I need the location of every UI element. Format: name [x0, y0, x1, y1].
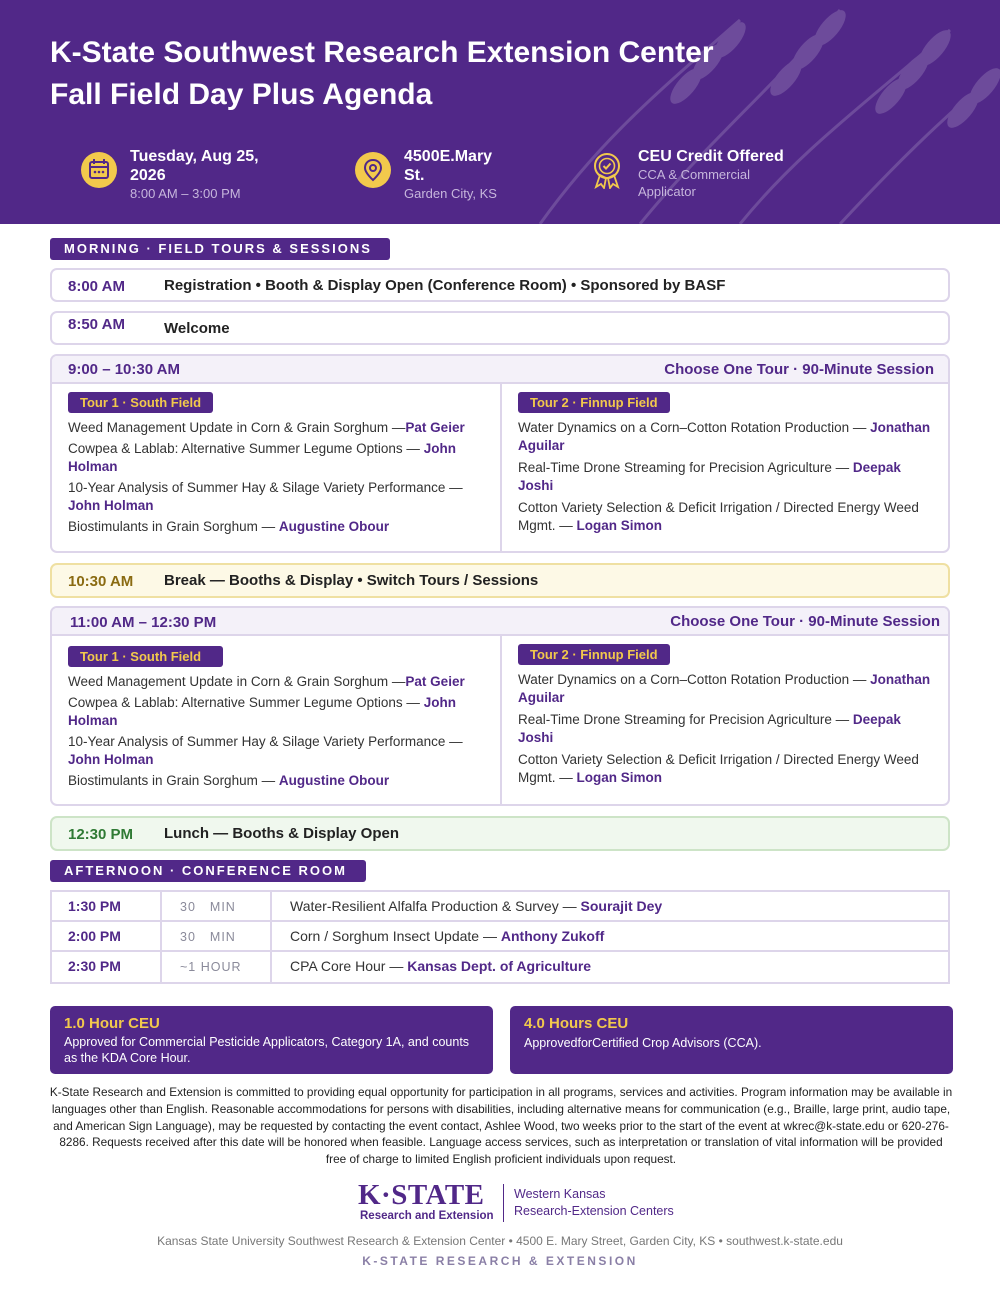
item-title: Biostimulants in Grain Sorghum — — [68, 773, 279, 788]
row-time: 1:30 PM — [52, 892, 162, 920]
list-item — [68, 479, 488, 515]
item-speaker: Augustine Obour — [278, 519, 390, 534]
event-hours: 8:00 AM – 3:00 PM — [130, 186, 241, 201]
item-speaker: Deepak Joshi — [518, 712, 901, 745]
tour-session-2 — [50, 606, 950, 806]
footer-org: K-STATE RESEARCH & EXTENSION — [362, 1254, 638, 1268]
list-item — [68, 440, 488, 476]
table-row — [52, 892, 948, 922]
row-title — [290, 922, 604, 950]
session-title: Corn / Sorghum Insect Update — — [290, 928, 501, 944]
list-item — [68, 518, 488, 536]
tour-1-badge: Tour 1 · South Field — [68, 392, 213, 413]
lunch-time: 12:30 PM — [68, 826, 134, 843]
item-title: Cotton Variety Selection & Deficit Irrigation / Directed Energy Weed Mgmt. — — [518, 500, 919, 533]
duration-unit: MIN — [209, 900, 236, 914]
location-pin-icon — [354, 151, 392, 189]
session-1-choose: Choose One Tour · 90-Minute Session — [664, 361, 934, 378]
item-title: Water Dynamics on a Corn–Cotton Rotation Production — — [518, 672, 871, 687]
item-title: 10-Year Analysis of Summer Hay & Silage Variety Performance — — [68, 480, 463, 495]
morning-section-label: MORNING · FIELD TOURS & SESSIONS — [50, 238, 390, 260]
session-title: CPA Core Hour — — [290, 958, 408, 974]
lunch-row — [50, 816, 950, 851]
item-speaker: Logan Simon — [576, 518, 663, 533]
table-row — [52, 922, 948, 952]
duration-number: 30 — [180, 900, 196, 914]
ceu-credit-info — [588, 147, 828, 200]
session-1-time: 9:00 – 10:30 AM — [68, 361, 181, 378]
list-item — [518, 671, 938, 707]
tour-2-badge: Tour 2 · Finnup Field — [518, 644, 670, 665]
list-item — [518, 751, 938, 787]
duration-number: ~1 HOUR — [180, 960, 242, 974]
tour-session-2-header — [52, 608, 948, 636]
event-date: Tuesday, Aug 25, 2026 — [130, 148, 259, 184]
event-location: 4500E.Mary St. — [404, 148, 493, 184]
ceu-box-commercial — [50, 1006, 493, 1074]
title-line-1: K-State Southwest Research Extension Center — [50, 36, 714, 69]
footer-address: Kansas State University Southwest Research & Extension Center • 4500 E. Mary Street, Garden City, KS • southwest.k-state.edu — [157, 1234, 843, 1248]
logo-wordmark: K·STATE — [358, 1179, 485, 1211]
list-item — [518, 499, 938, 535]
logo-subtitle: Research and Extension — [360, 1210, 494, 1222]
ceu-credit-types: CCA & Commercial Applicator — [638, 167, 750, 199]
item-title: Cotton Variety Selection & Deficit Irrigation / Directed Energy Weed Mgmt. — — [518, 752, 919, 785]
row-duration — [162, 892, 272, 920]
ceu-box-cca — [510, 1006, 953, 1074]
list-item — [518, 711, 938, 747]
tour-session-1 — [50, 354, 950, 553]
item-title: 10-Year Analysis of Summer Hay & Silage Variety Performance — — [68, 734, 463, 749]
welcome-text: Welcome — [164, 320, 230, 337]
tour-divider — [500, 636, 502, 804]
session-1-tour-2 — [518, 392, 938, 538]
list-item — [518, 419, 938, 455]
row-title — [290, 952, 591, 980]
list-item — [68, 733, 488, 769]
ceu-box-title: 1.0 Hour CEU — [64, 1015, 160, 1032]
kstate-logo — [358, 1180, 698, 1226]
session-speaker: Anthony Zukoff — [500, 928, 605, 944]
welcome-row — [50, 311, 950, 345]
tour-2-badge: Tour 2 · Finnup Field — [518, 392, 670, 413]
item-speaker: John Holman — [68, 752, 154, 767]
ceu-box-title: 4.0 Hours CEU — [524, 1015, 629, 1032]
item-speaker: Jonathan Aguilar — [518, 672, 931, 705]
item-title: Real-Time Drone Streaming for Precision Agriculture — — [518, 460, 853, 475]
table-row — [52, 952, 948, 982]
logo-divider — [503, 1184, 504, 1222]
item-speaker: Pat Geier — [405, 420, 465, 435]
afternoon-section-label: AFTERNOON · CONFERENCE ROOM — [50, 860, 366, 882]
event-date-info — [80, 147, 300, 202]
welcome-time: 8:50 AM — [68, 316, 125, 333]
item-title: Weed Management Update in Corn & Grain Sorghum — — [68, 674, 406, 689]
item-speaker: Logan Simon — [576, 770, 663, 785]
row-duration — [162, 922, 272, 950]
item-speaker: John Holman — [68, 441, 456, 474]
tour-session-1-header — [52, 356, 948, 384]
registration-row — [50, 268, 950, 302]
title-line-2: Fall Field Day Plus Agenda — [50, 78, 433, 111]
registration-time: 8:00 AM — [68, 278, 125, 295]
session-2-tour-1 — [68, 646, 488, 793]
item-speaker: John Holman — [68, 498, 154, 513]
row-title — [290, 892, 662, 920]
row-time: 2:00 PM — [52, 922, 162, 950]
break-row — [50, 563, 950, 598]
tour-divider — [500, 384, 502, 551]
afternoon-schedule-table — [50, 890, 950, 984]
item-speaker: Augustine Obour — [278, 773, 390, 788]
row-duration — [162, 952, 272, 982]
disclaimer-text: K-State Research and Extension is committed to providing equal opportunity for participation in all programs, services and activities. Program information may be available in languages other than English. Reasonable accommodations for persons with disabilities, including alternative means for communication (e.g., Braille, large print, audio tape, and American Sign Language), may be requested by contacting the event contact, Ashlee Wood, two weeks prior to the start of the event at wkrec@k-state.edu or 620-276-8286. Requests received after this date will be honored when feasible. Language access services, such as interpretation or translation of vital information will be provided free of charge to limited English proficient individuals upon request. — [49, 1085, 953, 1167]
header-banner — [0, 0, 1000, 224]
event-location-info — [354, 147, 554, 202]
row-time: 2:30 PM — [52, 952, 162, 982]
lunch-text: Lunch — Booths & Display Open — [164, 825, 400, 842]
list-item — [68, 673, 488, 691]
ceu-box-text: Approved for Commercial Pesticide Applicators, Category 1A, and counts as the KDA Core Hour. — [64, 1035, 470, 1065]
duration-unit: MIN — [209, 930, 236, 944]
session-title: Water-Resilient Alfalfa Production & Survey — — [290, 898, 581, 914]
item-title: Biostimulants in Grain Sorghum — — [68, 519, 279, 534]
session-speaker: Kansas Dept. of Agriculture — [407, 958, 592, 974]
list-item — [68, 772, 488, 790]
session-1-tour-1 — [68, 392, 488, 539]
item-title: Weed Management Update in Corn & Grain Sorghum — — [68, 420, 406, 435]
session-speaker: Sourajit Dey — [580, 898, 663, 914]
item-speaker: Jonathan Aguilar — [518, 420, 931, 453]
ceu-credit-title: CEU Credit Offered — [638, 148, 784, 165]
event-city: Garden City, KS — [404, 186, 497, 201]
item-title: Cowpea & Lablab: Alternative Summer Legume Options — — [68, 695, 420, 710]
list-item — [68, 694, 488, 730]
item-title: Real-Time Drone Streaming for Precision Agriculture — — [518, 712, 853, 727]
break-time: 10:30 AM — [68, 573, 134, 590]
tour-1-badge: Tour 1 · South Field — [68, 646, 223, 667]
session-2-time: 11:00 AM – 12:30 PM — [70, 614, 217, 631]
item-title: Cowpea & Lablab: Alternative Summer Legume Options — — [68, 441, 420, 456]
page-title — [50, 32, 714, 116]
calendar-icon — [80, 151, 118, 189]
session-2-tour-2 — [518, 644, 938, 790]
list-item — [68, 419, 488, 437]
break-text: Break — Booths & Display • Switch Tours / Sessions — [164, 572, 539, 589]
registration-text: Registration • Booth & Display Open (Conference Room) • Sponsored by BASF — [164, 277, 726, 294]
item-speaker: Pat Geier — [405, 674, 465, 689]
session-2-choose: Choose One Tour · 90-Minute Session — [670, 613, 940, 630]
item-speaker: Deepak Joshi — [518, 460, 901, 493]
logo-centers-line-1: Western Kansas — [514, 1187, 606, 1201]
item-speaker: John Holman — [68, 695, 456, 728]
ceu-box-text: ApprovedforCertified Crop Advisors (CCA). — [524, 1036, 762, 1050]
item-title: Water Dynamics on a Corn–Cotton Rotation Production — — [518, 420, 871, 435]
list-item — [518, 459, 938, 495]
duration-number: 30 — [180, 930, 196, 944]
logo-centers-line-2: Research-Extension Centers — [514, 1204, 674, 1218]
logo-centers — [514, 1186, 674, 1220]
award-ribbon-icon — [588, 151, 626, 189]
